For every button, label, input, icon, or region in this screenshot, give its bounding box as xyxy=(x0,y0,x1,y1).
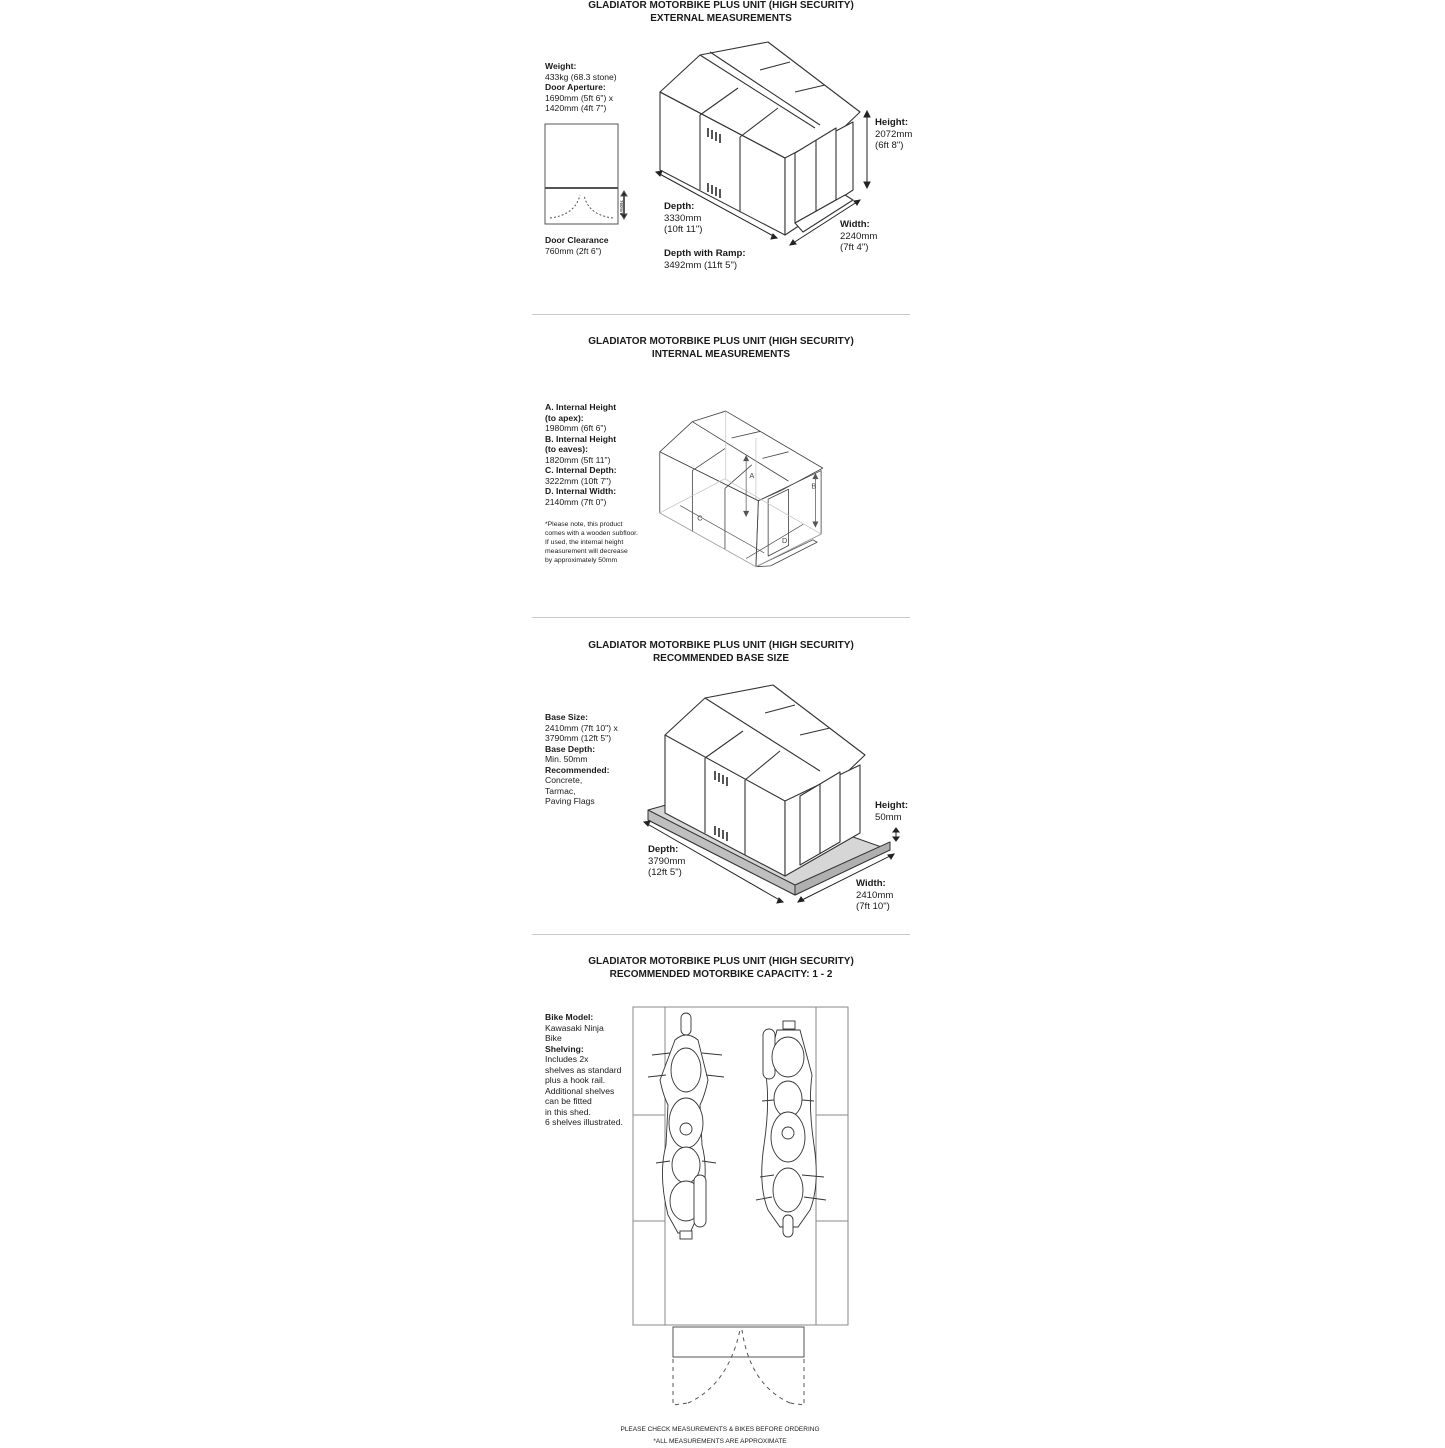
marker-d: D xyxy=(782,536,788,546)
dim-label: Depth: xyxy=(648,844,679,855)
door-clearance-diagram xyxy=(540,120,640,230)
shed-internal-drawing xyxy=(650,395,870,595)
door-clearance-value: 760mm (2ft 6") xyxy=(545,245,602,256)
internal-specs xyxy=(545,402,617,507)
spec-value: 6 shelves illustrated. xyxy=(545,1117,623,1127)
spec-value: Paving Flags xyxy=(545,796,595,806)
internal-title xyxy=(521,336,921,361)
external-depth-ramp xyxy=(664,248,746,271)
spec-label: A. Internal Height xyxy=(545,402,617,412)
door-clearance xyxy=(545,235,609,256)
section-subtitle: INTERNAL MEASUREMENTS xyxy=(651,348,791,360)
base-specs xyxy=(545,712,618,807)
external-width xyxy=(840,219,877,254)
spec-value: shelves as standard xyxy=(545,1064,622,1075)
spec-value: Min. 50mm xyxy=(545,754,588,764)
spec-label: C. Internal Depth: xyxy=(545,465,617,475)
door-clearance-label: Door Clearance xyxy=(545,235,609,245)
base-depth xyxy=(648,844,685,879)
floor-plan-drawing xyxy=(630,1005,852,1410)
dim-value: (6ft 8") xyxy=(875,140,904,151)
marker-c: C xyxy=(697,513,703,523)
note-line: measurement will decrease xyxy=(545,547,628,555)
footer-check-note: PLEASE CHECK MEASUREMENTS & BIKES BEFORE ORDERING xyxy=(620,1426,820,1433)
section-subtitle: EXTERNAL MEASUREMENTS xyxy=(650,12,792,24)
base-title xyxy=(521,640,921,665)
spec-value: Tarmac, xyxy=(545,785,576,796)
spec-label: Door Aperture: xyxy=(545,82,606,92)
spec-value: 3222mm (10ft 7") xyxy=(545,475,612,486)
dim-value: (7ft 10") xyxy=(856,901,890,912)
dim-value: 3790mm xyxy=(648,855,686,867)
dim-value: 2240mm xyxy=(840,230,878,242)
subfloor-note xyxy=(545,521,638,566)
spec-value: 2410mm (7ft 10") x xyxy=(545,722,618,733)
external-height xyxy=(875,117,912,152)
dim-label: Height: xyxy=(875,800,909,811)
dim-label: Depth with Ramp: xyxy=(664,248,746,259)
dim-value: 2072mm xyxy=(875,128,913,140)
capacity-specs xyxy=(545,1012,623,1128)
section-subtitle: RECOMMENDED MOTORBIKE CAPACITY: 1 - 2 xyxy=(609,968,833,980)
external-specs xyxy=(545,61,617,114)
spec-value: 1820mm (5ft 11") xyxy=(545,454,611,465)
spec-label: Bike Model: xyxy=(545,1012,594,1022)
spec-value: Additional shelves xyxy=(545,1085,615,1096)
product-name: GLADIATOR MOTORBIKE PLUS UNIT (HIGH SECURITY) xyxy=(588,0,854,11)
external-title xyxy=(521,0,921,25)
note-line: comes with a wooden subfloor. xyxy=(545,529,638,537)
spec-value: plus a hook rail. xyxy=(545,1075,606,1085)
spec-label: B. Internal Height xyxy=(545,433,617,444)
dim-value: (12ft 5") xyxy=(648,867,682,878)
capacity-title xyxy=(521,956,921,981)
dim-label: Height: xyxy=(875,117,909,128)
spec-value: in this shed. xyxy=(545,1106,591,1117)
spec-label: Base Depth: xyxy=(545,743,596,754)
clearance-tag: 760mm xyxy=(619,200,624,216)
base-width xyxy=(856,878,893,913)
base-height xyxy=(875,800,908,823)
product-name: GLADIATOR MOTORBIKE PLUS UNIT (HIGH SECURITY) xyxy=(588,640,854,651)
footer-approx-note: *ALL MEASUREMENTS ARE APPROXIMATE xyxy=(653,1438,787,1445)
footer xyxy=(560,1424,880,1448)
dim-value: 3492mm (11ft 5") xyxy=(664,259,738,271)
spec-value: Kawasaki Ninja xyxy=(545,1022,604,1033)
note-line: *Please note, this product xyxy=(545,521,623,528)
marker-b: B xyxy=(811,481,817,491)
spec-label: Shelving: xyxy=(545,1043,584,1054)
dim-label: Width: xyxy=(856,878,886,889)
spec-label: Base Size: xyxy=(545,712,588,722)
spec-value: Concrete, xyxy=(545,775,583,785)
section-divider xyxy=(532,934,910,935)
spec-value: 2140mm (7ft 0") xyxy=(545,496,607,507)
spec-value: can be fitted xyxy=(545,1096,592,1106)
spec-label: Recommended: xyxy=(545,764,610,775)
spec-value: 1690mm (5ft 6") x xyxy=(545,92,614,103)
spec-value: Includes 2x xyxy=(545,1054,589,1064)
note-line: by approximately 50mm xyxy=(545,556,618,564)
dim-value: 50mm xyxy=(875,811,902,823)
dim-label: Depth: xyxy=(664,201,695,212)
dim-value: (7ft 4") xyxy=(840,242,869,253)
product-name: GLADIATOR MOTORBIKE PLUS UNIT (HIGH SECURITY) xyxy=(588,956,854,967)
dim-label: Width: xyxy=(840,219,870,230)
spec-value: 3790mm (12ft 5") xyxy=(545,733,612,743)
motorbike-left-icon xyxy=(648,1013,724,1239)
section-subtitle: RECOMMENDED BASE SIZE xyxy=(652,652,790,664)
external-depth xyxy=(664,201,702,236)
dim-value: 2410mm xyxy=(856,889,894,901)
product-name: GLADIATOR MOTORBIKE PLUS UNIT (HIGH SECURITY) xyxy=(588,336,854,347)
marker-a: A xyxy=(749,470,755,480)
spec-value: 1980mm (6ft 6") xyxy=(545,423,607,433)
spec-value: 1420mm (4ft 7") xyxy=(545,103,607,113)
section-divider xyxy=(532,314,910,315)
spec-label: (to apex): xyxy=(545,412,584,423)
section-divider xyxy=(532,617,910,618)
spec-label: (to eaves): xyxy=(545,444,588,454)
spec-label: D. Internal Width: xyxy=(545,486,617,496)
spec-value: Bike xyxy=(545,1033,562,1043)
dim-value: 3330mm xyxy=(664,212,702,224)
spec-label: Weight: xyxy=(545,61,577,71)
dim-value: (10ft 11") xyxy=(664,224,703,235)
note-line: If used, the internal height xyxy=(545,538,624,546)
spec-value: 433kg (68.3 stone) xyxy=(545,71,617,82)
